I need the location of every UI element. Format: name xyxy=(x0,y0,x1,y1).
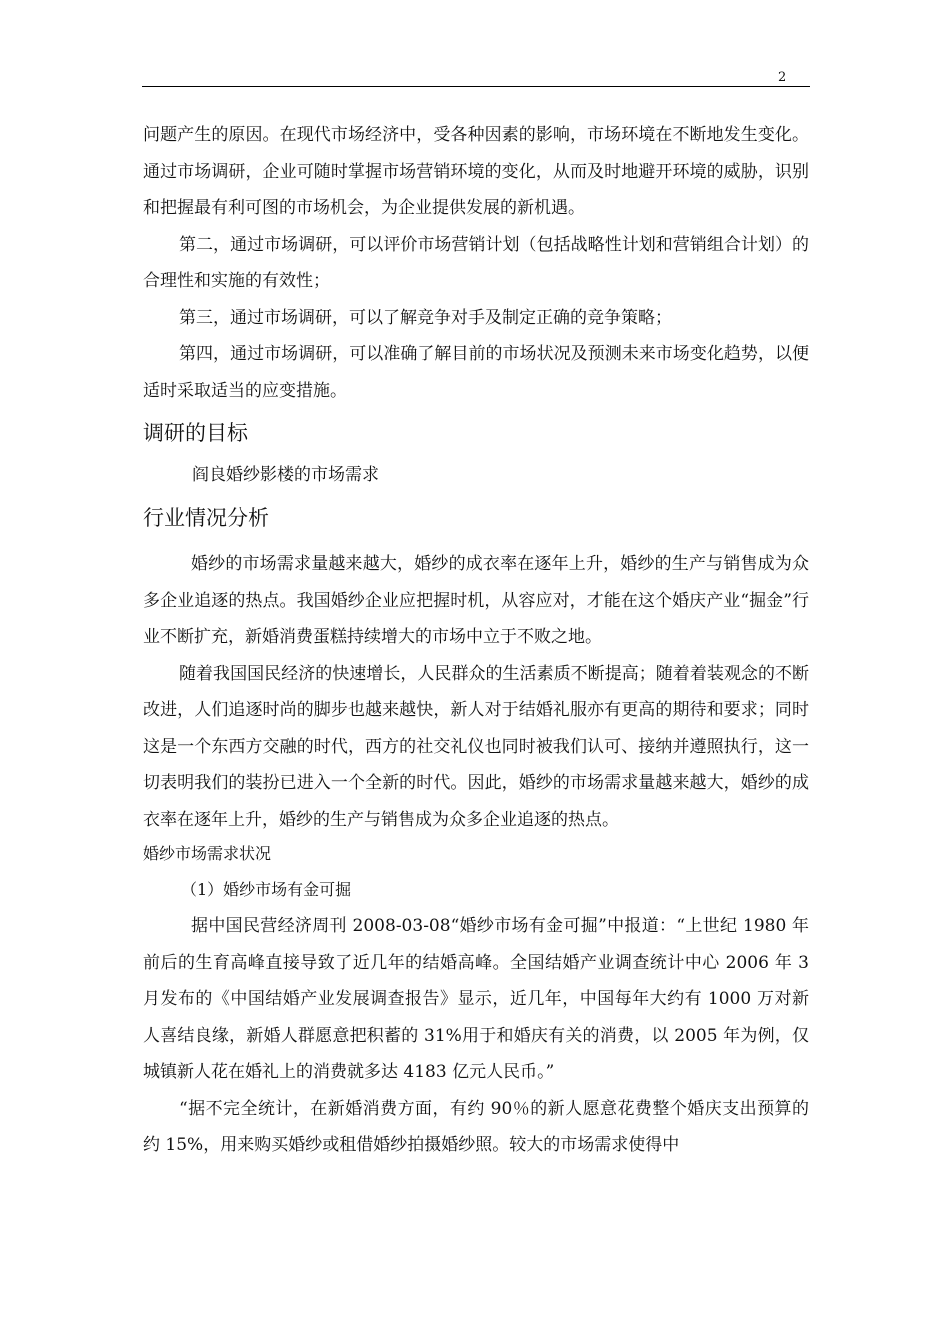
paragraph: 第三，通过市场调研，可以了解竞争对手及制定正确的竞争策略； xyxy=(179,307,672,328)
subheading-demand: 婚纱市场需求状况 xyxy=(143,844,272,863)
paragraph: “据不完全统计，在新婚消费方面，有约 90％的新人愿意花费整个婚庆支出预算的约 15%，用来购买婚纱或租借婚纱拍摄婚纱照。较大的市场需求使得中 xyxy=(143,1098,809,1155)
section-heading-objective: 调研的目标 xyxy=(143,421,248,445)
document-body xyxy=(143,117,809,1164)
paragraph: 随着我国国民经济的快速增长，人民群众的生活素质不断提高；随着着装观念的不断改进，人们追逐时尚的脚步也越来越快，新人对于结婚礼服亦有更高的期待和要求；同时这是一个东西方交融的时代，西方的社交礼仪也同时被我们认可、接纳并遵照执行，这一切表明我们的装扮已进入一个全新的时代。因此，婚纱的市场需求量越来越大，婚纱的成衣率在逐年上升，婚纱的生产与销售成为众多企业追逐的热点。 xyxy=(143,663,809,830)
paragraph: 据中国民营经济周刊 2008-03-08“婚纱市场有金可掘”中报道：“上世纪 1980 年前后的生育高峰直接导致了近几年的结婚高峰。全国结婚产业调查统计中心 2006 年 3 月发布的《中国结婚产业发展调查报告》显示，近几年，中国每年大约有 1000 万对新人喜结良缘，新婚人群愿意把积蓄的 31%用于和婚庆有关的消费，以 2005 年为例，仅城镇新人花在婚礼上的消费就多达 4183 亿元人民币。” xyxy=(143,916,809,1082)
section-heading-industry: 行业情况分析 xyxy=(143,506,269,530)
paragraph: 第二，通过市场调研，可以评价市场营销计划（包括战略性计划和营销组合计划）的合理性和实施的有效性； xyxy=(143,234,809,291)
paragraph: 问题产生的原因。在现代市场经济中，受各种因素的影响，市场环境在不断地发生变化。通过市场调研，企业可随时掌握市场营销环境的变化，从而及时地避开环境的威胁，识别和把握最有利可图的市场机会，为企业提供发展的新机遇。 xyxy=(143,125,809,218)
paragraph: 第四，通过市场调研，可以准确了解目前的市场状况及预测未来市场变化趋势，以便适时采取适当的应变措施。 xyxy=(143,344,809,401)
objective-text: 阎良婚纱影楼的市场需求 xyxy=(192,465,379,485)
page-number: 2 xyxy=(778,70,787,85)
header-rule xyxy=(142,86,810,87)
paragraph: 婚纱的市场需求量越来越大，婚纱的成衣率在逐年上升，婚纱的生产与销售成为众多企业追逐的热点。我国婚纱企业应把握时机，从容应对，才能在这个婚庆产业“掘金”行业不断扩充，新婚消费蛋糕持续增大的市场中立于不败之地。 xyxy=(143,554,809,647)
sub-item-heading: （1）婚纱市场有金可掘 xyxy=(181,880,352,899)
